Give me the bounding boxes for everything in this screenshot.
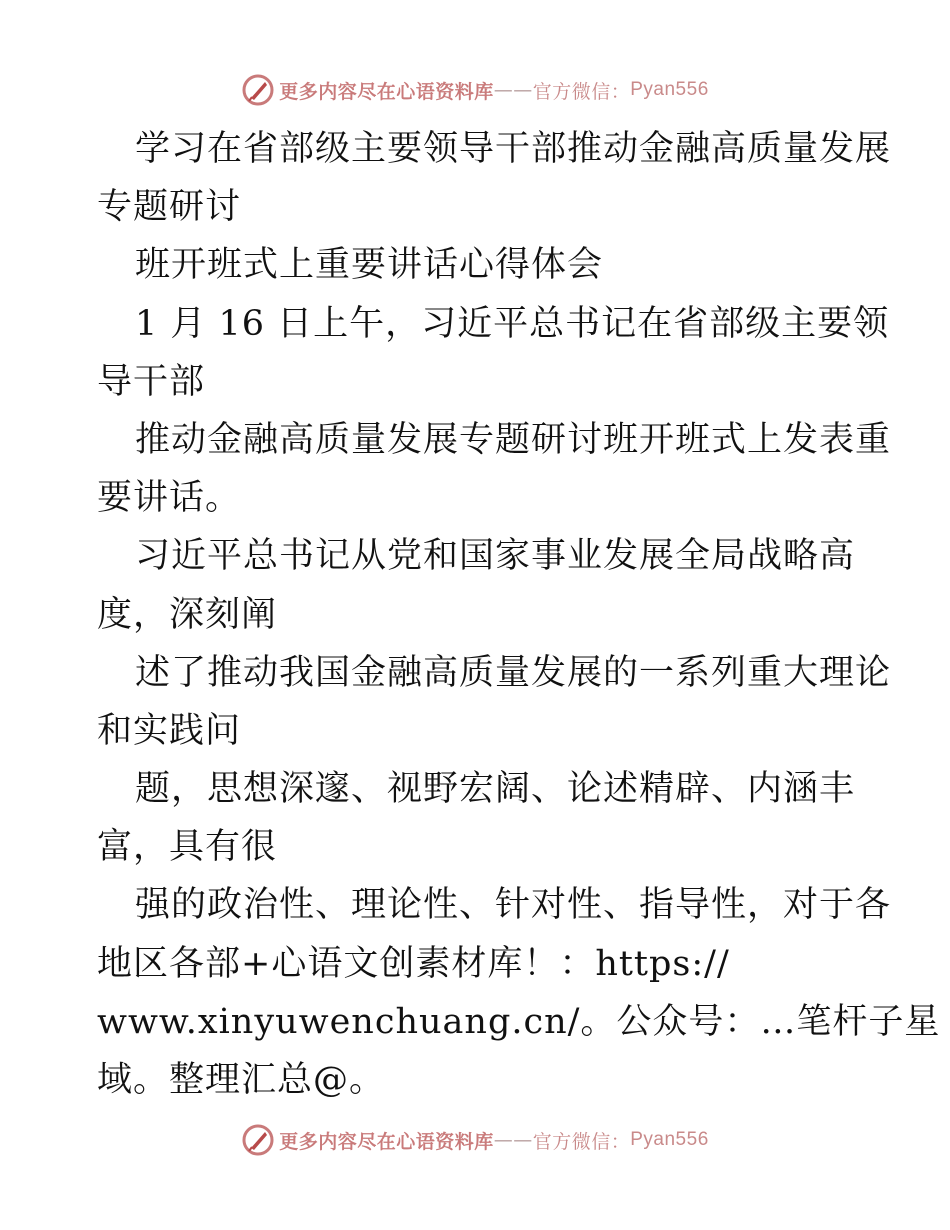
- watermark-dash: ——: [493, 79, 533, 101]
- header-watermark: [0, 70, 950, 110]
- text-line: 习近平总书记从党和国家事业发展全局战略高: [135, 536, 856, 577]
- text-line: 要讲话。: [97, 478, 242, 519]
- text-line: 域。整理汇总@。: [97, 1060, 386, 1100]
- text-line: 和实践问: [97, 710, 242, 751]
- footer-watermark: [0, 1120, 950, 1160]
- watermark-wechat-id: Pyan556: [630, 1129, 709, 1150]
- text-line: 述了推动我国金融高质量发展的一系列重大理论: [135, 652, 892, 693]
- quill-logo-icon: [241, 1123, 275, 1157]
- watermark-main-text: 更多内容尽在心语资料库: [279, 80, 494, 103]
- text-line: 强的政治性、理论性、针对性、指导性，对于各: [135, 885, 892, 926]
- text-line: 度，深刻阐: [97, 594, 278, 635]
- text-line: 导干部: [97, 361, 206, 402]
- watermark-sub-text: 官方微信：: [532, 80, 631, 103]
- text-line: 地区各部+心语文创素材库！：https://: [97, 943, 730, 984]
- watermark-wechat-id: Pyan556: [630, 79, 709, 100]
- quill-logo-icon: [241, 73, 275, 107]
- watermark-main-text: 更多内容尽在心语资料库: [279, 1130, 494, 1153]
- document-body: [97, 120, 941, 1109]
- text-line: 班开班式上重要讲话心得体会: [135, 245, 604, 286]
- text-line: 富，具有很: [97, 827, 278, 868]
- text-line: 题，思想深邃、视野宏阔、论述精辟、内涵丰: [135, 769, 856, 810]
- watermark-sub-text: 官方微信：: [532, 1130, 631, 1153]
- watermark-dash: ——: [493, 1129, 533, 1151]
- text-line: 学习在省部级主要领导干部推动金融高质量发展: [135, 129, 892, 169]
- text-line: 专题研讨: [97, 187, 242, 228]
- text-line: 推动金融高质量发展专题研讨班开班式上发表重: [135, 419, 892, 460]
- text-line: www.xinyuwenchuang.cn/。公众号：…笔杆子星: [97, 1001, 941, 1042]
- text-line: 1 月 16 日上午，习近平总书记在省部级主要领: [135, 303, 890, 344]
